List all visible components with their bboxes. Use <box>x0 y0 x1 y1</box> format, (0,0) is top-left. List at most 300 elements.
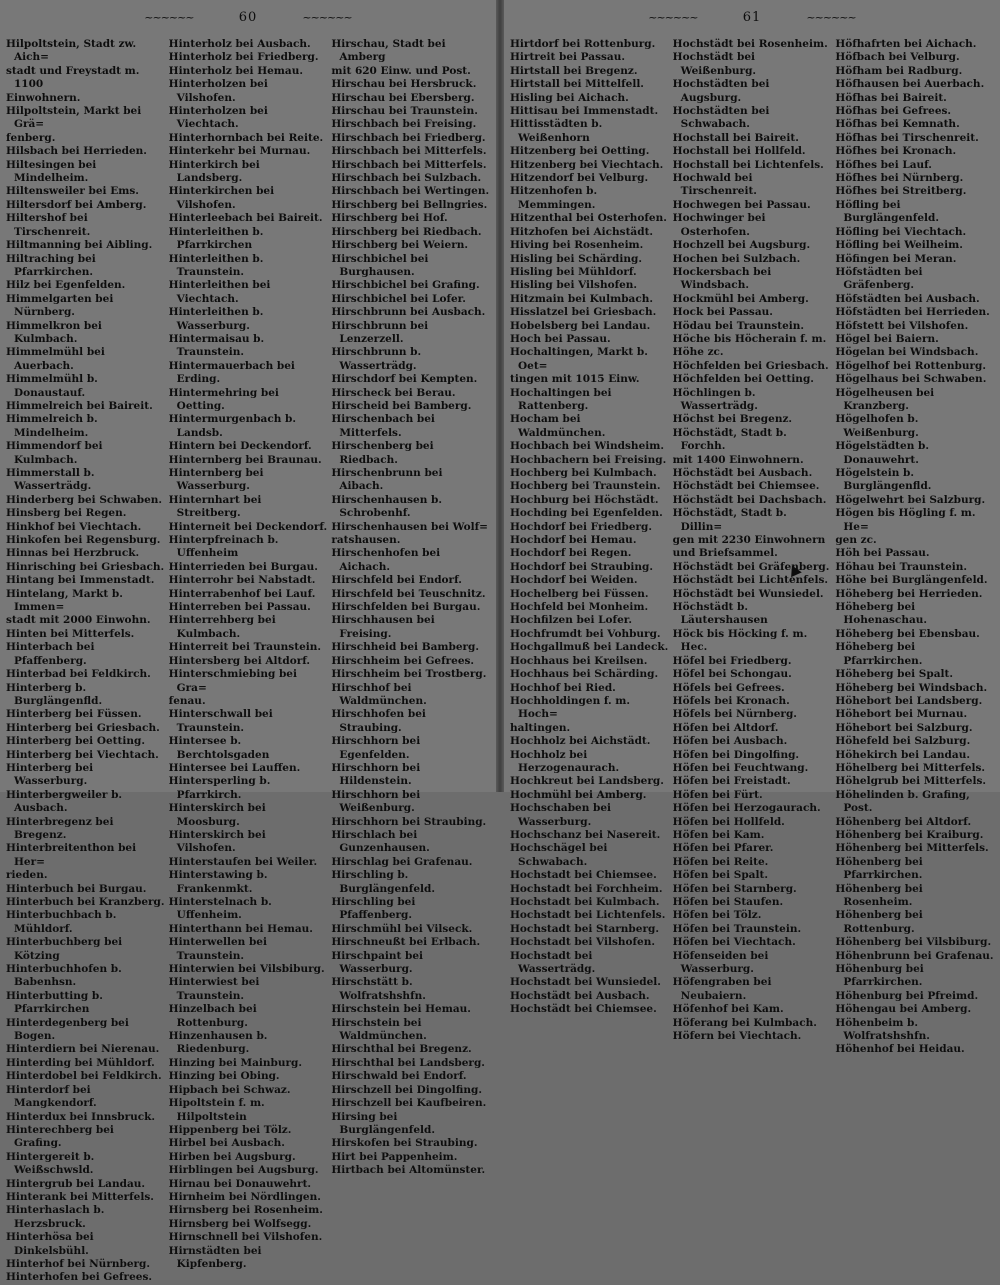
gazetteer-entry: Hinkhof bei Viechtach. <box>6 520 142 533</box>
gazetteer-entry: Hintersperling b. Pfarrkirch. <box>168 775 271 801</box>
gazetteer-entry: Höfen bei Herzogaurach. <box>672 802 821 815</box>
gazetteer-entry: Hirschenberg bei Riedbach. <box>331 440 434 466</box>
gazetteer-entry: Höfels bei Nürnberg. <box>672 708 797 721</box>
gazetteer-entry: Hinterank bei Mitterfels. <box>6 1190 154 1203</box>
gazetteer-entry: Hintang bei Immenstadt. <box>6 574 155 587</box>
gazetteer-entry: Hinterleebach bei Baireit. <box>168 212 323 225</box>
gazetteer-entry: Hinterhofen bei Gefrees. <box>6 1271 153 1284</box>
gazetteer-entry: Hirschenhausen b. Schrobenhf. <box>331 493 442 520</box>
gazetteer-entry: Höfen bei Pfarer. <box>672 842 774 855</box>
gazetteer-entry: Hilpoltstein, Markt bei Grä= <box>6 105 142 131</box>
gazetteer-entry: Höfhas bei Baireit. <box>835 91 947 104</box>
gazetteer-entry: Hirschbrunn b. Wasserträdg. <box>331 346 422 372</box>
gazetteer-entry: Hirschhorn bei Hildenstein. <box>331 761 421 788</box>
header-ornament-left: ~~~~~~ <box>648 11 698 24</box>
gazetteer-entry: Hintelang, Markt b. Immen= <box>6 587 123 614</box>
gazetteer-entry: Hirschheim bei Gefrees. <box>331 654 475 667</box>
header-ornament-left: ~~~~~~ <box>144 11 194 24</box>
gazetteer-entry: Hinterbuch bei Kranzberg. <box>6 896 165 908</box>
gazetteer-entry: Höfstädten bei Gräfenberg. <box>835 265 923 292</box>
gazetteer-entry: Hochaltingen bei Rattenberg. <box>510 386 612 412</box>
gazetteer-entry: Hinterschwall bei Traunstein. <box>168 708 273 734</box>
gazetteer-entry: Hinterkirchen bei Vilshofen. <box>168 185 275 211</box>
gazetteer-entry: Höfbach bei Velburg. <box>835 51 960 64</box>
gazetteer-entry: Hiving bei Rosenheim. <box>510 239 644 252</box>
gazetteer-entry: Hinterleithen b. Wasserburg. <box>168 306 264 332</box>
gazetteer-entry: Hirsing bei Burglängenfeld. <box>331 1110 435 1136</box>
gazetteer-entry: Hinterwiest bei Traunstein. <box>168 976 260 1002</box>
gazetteer-entry: Hochdorf bei Regen. <box>510 547 632 560</box>
gazetteer-entry: Högelhaus bei Schwaben. <box>835 373 987 386</box>
gazetteer-entry: Höheberg bei Hohenaschau. <box>835 601 928 627</box>
gazetteer-entry: Hinterhösa bei Dinkelsbühl. <box>6 1231 94 1257</box>
left-page <box>0 0 496 1284</box>
gazetteer-entry: Hochstädt bei Rosenheim. <box>672 38 828 50</box>
gazetteer-entry: Hochfeld bei Monheim. <box>510 601 649 614</box>
gazetteer-entry: Hinterstelnach b. Uffenheim. <box>168 896 272 922</box>
gazetteer-entry: Höfel bei Friedberg. <box>672 654 792 667</box>
gazetteer-entry: Hirschberg bei Bellngries. <box>331 198 488 211</box>
gazetteer-entry: Hinterpfreinach b. Uffenheim <box>168 534 279 560</box>
book-gutter <box>496 0 504 792</box>
gazetteer-entry: Höhenhof bei Heidau. <box>835 1043 965 1056</box>
gazetteer-entry: Hochfrumdt bei Vohburg. <box>510 627 661 640</box>
gazetteer-entry: Höhebort bei Murnau. <box>835 708 968 721</box>
gazetteer-entry: Hochhof bei Ried. <box>510 681 616 694</box>
gazetteer-entry: Hirschau bei Hersbruck. <box>331 78 477 91</box>
index-column <box>672 38 832 1043</box>
gazetteer-entry: Hirschstätt b. Wolfratshshfn. <box>331 976 426 1002</box>
gazetteer-entry: Hinternberg bei Braunau. <box>168 453 322 466</box>
gazetteer-entry: Högelhof bei Rottenburg. <box>835 359 987 372</box>
gazetteer-entry: Hirnsberg bei Rosenheim. <box>168 1204 323 1217</box>
gazetteer-entry: Hinterberg bei Oetting. <box>6 735 145 748</box>
gazetteer-entry: Hinnas bei Herzbruck. <box>6 547 140 560</box>
gazetteer-entry: Höfen bei Hollfeld. <box>672 815 785 828</box>
gazetteer-entry: Hinterberg bei Füssen. <box>6 708 142 721</box>
gazetteer-entry: Hirschdorf bei Kempten. <box>331 373 478 386</box>
gazetteer-entry: Hochdorf bei Hemau. <box>510 534 637 547</box>
gazetteer-entry: Hinterholz bei Hemau. <box>168 64 303 77</box>
gazetteer-entry: Hinterholzen bei Vilshofen. <box>168 78 268 104</box>
gazetteer-entry: Hirschbach bei Freising. <box>331 118 477 131</box>
gazetteer-entry: Hintermurgenbach b. Landsb. <box>168 413 297 439</box>
gazetteer-entry: Hochstall bei Hollfeld. <box>672 145 806 158</box>
gazetteer-entry: Hirschhof bei Waldmünchen. <box>331 681 427 707</box>
gazetteer-entry: Höfen bei Kam. <box>672 828 765 841</box>
gazetteer-entry: rieden. <box>6 869 48 882</box>
gazetteer-entry: Hochzell bei Augsburg. <box>672 239 811 252</box>
gazetteer-entry: Höhenburg bei Pfarrkirchen. <box>835 963 924 989</box>
gazetteer-entry: Höchlingen b. Wasserträdg. <box>672 386 758 412</box>
gazetteer-entry: Hirtstall bei Bregenz. <box>510 64 638 77</box>
gazetteer-entry: Hocham bei Waldmünchen. <box>510 413 606 439</box>
gazetteer-entry: Hochhaus bei Schärding. <box>510 668 659 681</box>
gazetteer-entry: Hinterreben bei Passau. <box>168 601 311 614</box>
gazetteer-entry: Hitzendorf bei Velburg. <box>510 172 649 185</box>
gazetteer-entry: Hirschhausen bei Freising. <box>331 614 435 640</box>
gazetteer-entry: Höfels bei Kronach. <box>672 694 790 707</box>
gazetteer-entry: Hiltensweiler bei Ems. <box>6 185 139 198</box>
gazetteer-entry: Hirschzell bei Dingolfing. <box>331 1083 482 1096</box>
gazetteer-entry: Höhenberg bei Kraiburg. <box>835 828 984 841</box>
gazetteer-entry: Höhenberg bei Rottenburg. <box>835 909 923 935</box>
gazetteer-entry: Hintern bei Deckendorf. <box>168 440 312 453</box>
gazetteer-entry: Hinterholzen bei Viechtach. <box>168 105 268 131</box>
gazetteer-entry: Höfern bei Viechtach. <box>672 1030 802 1043</box>
gazetteer-entry: Hochstädten bei Schwabach. <box>672 105 770 131</box>
gazetteer-entry: und Briefsammel. <box>672 547 778 560</box>
gazetteer-entry: Högelstein b. Burglängenfld. <box>835 467 932 493</box>
index-column <box>835 38 994 1056</box>
gazetteer-entry: Hinterbregenz bei Bregenz. <box>6 815 114 841</box>
gazetteer-entry: Höh bei Passau. <box>835 547 930 560</box>
gazetteer-entry: Hirt bei Pappenheim. <box>331 1150 458 1163</box>
gazetteer-entry: Hirschhofen bei Straubing. <box>331 708 426 734</box>
gazetteer-entry: Hinzing bei Obing. <box>168 1070 280 1083</box>
gazetteer-entry: Höhe bei Burglängenfeld. <box>835 574 988 587</box>
gazetteer-entry: Högelhofen b. Weißenburg. <box>835 413 919 439</box>
gazetteer-entry: Hinterbuchbach b. Mühldorf. <box>6 909 117 935</box>
gazetteer-entry: Hinterhaslach b. Herzsbruck. <box>6 1204 105 1230</box>
gazetteer-entry: Hisling bei Vilshofen. <box>510 279 638 292</box>
gazetteer-entry: Höchstädt bei Gräfenberg. <box>672 560 830 573</box>
gazetteer-entry: Hirschheim bei Trostberg. <box>331 668 487 681</box>
gazetteer-entry: Höck bis Höcking f. m. Hec. <box>672 627 808 654</box>
gazetteer-entry: Hochberg bei Traunstein. <box>510 480 661 493</box>
gazetteer-entry: Hinterbach bei Pfaffenberg. <box>6 641 95 667</box>
gazetteer-entry: Hilsbach bei Herrieden. <box>6 145 147 158</box>
gazetteer-entry: Hirblingen bei Augsburg. <box>168 1164 319 1177</box>
gazetteer-entry: Höhebort bei Salzburg. <box>835 721 973 734</box>
gazetteer-entry: Höchstädt bei Lichtenfels. <box>672 574 829 587</box>
gazetteer-entry: Hilz bei Egenfelden. <box>6 279 126 292</box>
gazetteer-entry: Hinterleithen b. Pfarrkirchen <box>168 225 264 252</box>
gazetteer-entry: Hintersee bei Lauffen. <box>168 761 301 774</box>
gazetteer-entry: Hirschau bei Traunstein. <box>331 105 478 118</box>
gazetteer-entry: Hirschau, Stadt bei Amberg <box>331 38 446 64</box>
gazetteer-entry: Hippenberg bei Tölz. <box>168 1123 292 1136</box>
gazetteer-entry: Hirschbach bei Mitterfels. <box>331 158 487 171</box>
gazetteer-entry: Höhenberg bei Vilsbiburg. <box>835 936 992 949</box>
gazetteer-entry: Hirschenbrunn bei Aibach. <box>331 467 443 493</box>
gazetteer-entry: Hirtbach bei Altomünster. <box>331 1164 486 1177</box>
gazetteer-entry: Hinterschmiebing bei Gra= <box>168 668 297 694</box>
gazetteer-entry: Hinterthann bei Hemau. <box>168 922 313 935</box>
gazetteer-entry: Hinterdux bei Innsbruck. <box>6 1110 156 1123</box>
gazetteer-entry: Hirscheid bei Bamberg. <box>331 399 472 412</box>
gazetteer-entry: Hochberg bei Kulmbach. <box>510 467 657 479</box>
gazetteer-entry: Hirschau bei Ebersberg. <box>331 91 475 104</box>
gazetteer-entry: Höfstett bei Vilshofen. <box>835 319 969 332</box>
gazetteer-entry: Höchstädt bei Ausbach. <box>672 467 813 479</box>
gazetteer-entry: Höfhes bei Lauf. <box>835 158 932 171</box>
index-column <box>6 38 165 1284</box>
gazetteer-entry: Hochfilzen bei Lofer. <box>510 614 632 627</box>
gazetteer-entry: Högelwehrt bei Salzburg. <box>835 493 986 506</box>
gazetteer-entry: Höfen bei Spalt. <box>672 869 768 882</box>
gazetteer-entry: Hinterhornbach bei Reite. <box>168 131 324 144</box>
gazetteer-entry: Hintermaisau b. Traunstein. <box>168 332 265 359</box>
right-page <box>504 0 1000 1056</box>
gazetteer-entry: Hinterkehr bei Murnau. <box>168 145 311 158</box>
gazetteer-entry: Höfingen bei Meran. <box>835 252 957 265</box>
gazetteer-entry: Höhefeld bei Salzburg. <box>835 735 971 748</box>
gazetteer-entry: Hochwinger bei Osterhofen. <box>672 212 766 238</box>
gazetteer-entry: mit 1400 Einwohnern. <box>672 453 804 466</box>
gazetteer-entry: Hinterbuch bei Burgau. <box>6 882 147 895</box>
gazetteer-entry: Hinterberg bei Griesbach. <box>6 721 160 734</box>
gazetteer-entry: fenau. <box>168 694 206 707</box>
gazetteer-entry: Hipoltstein f. m. Hilpoltstein <box>168 1097 265 1123</box>
gazetteer-entry: Hintersberg bei Altdorf. <box>168 654 311 667</box>
left-page-header <box>0 10 496 30</box>
gazetteer-entry: Hinterholz bei Ausbach. <box>168 38 311 50</box>
gazetteer-entry: Hirscheck bei Berau. <box>331 386 456 399</box>
gazetteer-entry: Hinterneit bei Deckendorf. <box>168 520 328 533</box>
right-page-columns <box>510 38 994 1056</box>
gazetteer-entry: Hinterrabenhof bei Lauf. <box>168 587 316 600</box>
gazetteer-entry: Hirnau bei Donauwehrt. <box>168 1177 312 1190</box>
gazetteer-entry: Hitzhofen bei Aichstädt. <box>510 225 654 238</box>
gazetteer-entry: Hitzenhofen b. Memmingen. <box>510 185 598 211</box>
gazetteer-entry: haltingen. <box>510 721 571 734</box>
gazetteer-entry: Himmerstall b. Wasserträdg. <box>6 467 95 493</box>
gazetteer-entry: Höhenberg bei Altdorf. <box>835 815 972 828</box>
gazetteer-entry: Höfen bei Altdorf. <box>672 721 779 734</box>
gazetteer-entry: Hinterding bei Mühldorf. <box>6 1056 155 1069</box>
gazetteer-entry: Hochstädten bei Augsburg. <box>672 78 770 104</box>
gazetteer-entry: Himmelreich b. Mindelheim. <box>6 413 98 439</box>
gazetteer-entry: Höfhes bei Kronach. <box>835 145 957 158</box>
gazetteer-entry: mit 620 Einw. und Post. <box>331 64 471 77</box>
gazetteer-entry: Hirschmühl bei Vilseck. <box>331 922 473 935</box>
gazetteer-entry: Höfstädten bei Ausbach. <box>835 292 980 305</box>
gazetteer-entry: Hinterdorf bei Mangkendorf. <box>6 1083 97 1110</box>
gazetteer-entry: Höchstädt bei Dachsbach. <box>672 493 827 506</box>
gazetteer-entry: Hitzenberg bei Oetting. <box>510 145 650 158</box>
gazetteer-entry: Hochburg bei Höchstädt. <box>510 493 659 506</box>
gazetteer-entry: Hirschbach bei Mitterfels. <box>331 145 487 158</box>
index-column <box>510 38 669 1016</box>
gazetteer-entry: Hirschfeld bei Endorf. <box>331 574 462 587</box>
gazetteer-entry: Einwohnern. <box>6 91 81 104</box>
gazetteer-entry: Höhenbrunn bei Grafenau. <box>835 949 994 962</box>
gazetteer-entry: Hinternberg bei Wasserburg. <box>168 467 264 493</box>
gazetteer-entry: Hinterstawing b. Frankenmkt. <box>168 869 268 895</box>
gazetteer-entry: Hirskofen bei Straubing. <box>331 1137 478 1150</box>
gazetteer-entry: Hochwald bei Tirschenreit. <box>672 172 757 198</box>
gazetteer-entry: Hirschberg bei Hof. <box>331 212 448 225</box>
gazetteer-entry: Hintermauerbach bei Erding. <box>168 359 295 386</box>
gazetteer-entry: Hochschanz bei Nasereit. <box>510 828 661 841</box>
gazetteer-entry: Hirschbach bei Sulzbach. <box>331 172 482 185</box>
gazetteer-entry: Hirschfeld bei Teuschnitz. <box>331 587 486 600</box>
gazetteer-entry: Hipbach bei Schwaz. <box>168 1083 291 1096</box>
gazetteer-entry: Höchstädt, Stadt b. Dillin= <box>672 507 787 533</box>
gazetteer-entry: Hiltersdorf bei Amberg. <box>6 198 147 211</box>
gazetteer-entry: Hochdorf bei Weiden. <box>510 574 638 587</box>
gazetteer-entry: Höferang bei Kulmbach. <box>672 1016 817 1029</box>
gazetteer-entry: Höfhas bei Tirschenreit. <box>835 131 979 144</box>
gazetteer-entry: Hochelberg bei Füssen. <box>510 587 649 600</box>
gazetteer-entry: Hinterbuchberg bei Kötzing <box>6 936 123 962</box>
header-ornament-right: ~~~~~~ <box>806 11 856 24</box>
gazetteer-entry: Hochstadt bei Forchheim. <box>510 882 663 895</box>
gazetteer-entry: Höfen bei Staufen. <box>672 896 784 908</box>
gazetteer-entry: Hitzenthal bei Osterhofen. <box>510 212 667 225</box>
gazetteer-entry: Hisling bei Aichach. <box>510 91 629 104</box>
gazetteer-entry: Hirschfelden bei Burgau. <box>331 601 481 614</box>
gazetteer-entry: Hirschhorn bei Straubing. <box>331 815 487 828</box>
gazetteer-entry: Höfen bei Freistadt. <box>672 775 791 788</box>
gazetteer-entry: Hirtdorf bei Rottenburg. <box>510 38 656 50</box>
gazetteer-entry: Hock bei Passau. <box>672 306 773 319</box>
gazetteer-entry: Hinterkirch bei Landsberg. <box>168 158 260 185</box>
gazetteer-entry: Hintergrub bei Landau. <box>6 1177 146 1190</box>
gazetteer-entry: Hiltesingen bei Mindelheim. <box>6 158 97 185</box>
gazetteer-entry: Höheberg bei Pfarrkirchen. <box>835 641 923 667</box>
gazetteer-entry: Hinterskirch bei Moosburg. <box>168 802 266 828</box>
left-page-columns <box>6 38 490 1284</box>
gazetteer-entry: Hoch bei Passau. <box>510 332 611 345</box>
gazetteer-entry: Hirschhorn bei Weißenburg. <box>331 788 421 815</box>
gazetteer-entry: Höfling bei Burglängenfeld. <box>835 198 939 225</box>
gazetteer-entry: Hittisau bei Immenstadt. <box>510 105 659 118</box>
gazetteer-entry: Hinterleithen b. Traunstein. <box>168 252 264 278</box>
gazetteer-entry: Hirtstall bei Mittelfell. <box>510 78 644 91</box>
gazetteer-entry: Hochstadt bei Wasserträdg. <box>510 949 596 976</box>
gazetteer-entry: Hirschstein bei Hemau. <box>331 1003 471 1016</box>
gazetteer-entry: Hinkofen bei Regensburg. <box>6 534 161 547</box>
gazetteer-entry: Höfenhof bei Kam. <box>672 1003 784 1016</box>
gazetteer-entry: Hiltraching bei Pfarrkirchen. <box>6 252 96 278</box>
gazetteer-entry: Himmelreich bei Baireit. <box>6 399 153 412</box>
gazetteer-entry: Hilpoltstein, Stadt zw. Aich= <box>6 38 137 64</box>
gazetteer-entry: Höfhafrten bei Aichach. <box>835 38 977 50</box>
gazetteer-entry: Hochholdingen f. m. Hoch= <box>510 694 631 721</box>
gazetteer-entry: Hirschbach bei Wertingen. <box>331 185 490 198</box>
gazetteer-entry: Höchstädt bei Wunsiedel. <box>672 587 824 600</box>
gazetteer-entry: Hinterbuchhofen b. Babenhsn. <box>6 963 122 989</box>
gazetteer-entry: Höhengau bei Amberg. <box>835 1003 972 1016</box>
gazetteer-entry: stadt mit 2000 Einwohn. <box>6 614 151 627</box>
gazetteer-entry: Höfen bei Tölz. <box>672 909 762 922</box>
gazetteer-entry: Hochding bei Egenfelden. <box>510 507 663 520</box>
gazetteer-entry: Hirschneußt bei Erlbach. <box>331 936 481 949</box>
gazetteer-entry: Hiltershof bei Tirschenreit. <box>6 212 91 238</box>
gazetteer-entry: Hochstall bei Baireit. <box>672 131 799 144</box>
gazetteer-entry: Höfen bei Viechtach. <box>672 936 796 949</box>
gazetteer-entry: Höfel bei Schongau. <box>672 668 792 681</box>
gazetteer-entry: Hintersee b. Berchtolsgaden <box>168 735 270 761</box>
gazetteer-entry: Hochaltingen, Markt b. Oet= <box>510 346 648 372</box>
gazetteer-entry: Höfels bei Gefrees. <box>672 681 785 694</box>
gazetteer-entry: Hinternhart bei Streitberg. <box>168 493 262 520</box>
gazetteer-entry: Hinzelbach bei Rottenburg. <box>168 1003 257 1029</box>
right-page-header <box>504 10 1000 30</box>
gazetteer-entry: Höhelgrub bei Mitterfels. <box>835 775 987 788</box>
gazetteer-entry: Hinterstaufen bei Weiler. <box>168 855 318 868</box>
gazetteer-entry: Höfengraben bei Neubaiern. <box>672 976 772 1002</box>
gazetteer-entry: ratshausen. <box>331 534 401 547</box>
gazetteer-entry: gen mit 2230 Einwohnern <box>672 534 826 547</box>
gazetteer-entry: Hirtreit bei Passau. <box>510 51 625 64</box>
gazetteer-entry: Hochstadt bei Kulmbach. <box>510 896 660 908</box>
gazetteer-entry: Hinterrohr bei Nabstadt. <box>168 574 316 587</box>
gazetteer-entry: Högelheusen bei Kranzberg. <box>835 386 935 412</box>
gazetteer-entry: Hinterrehberg bei Kulmbach. <box>168 614 276 640</box>
gazetteer-entry: Hinterwellen bei Traunstein. <box>168 936 267 962</box>
gazetteer-entry: Högelstädten b. Donauwehrt. <box>835 440 930 466</box>
gazetteer-entry: Hisling bei Mühldorf. <box>510 265 637 278</box>
gazetteer-entry: Hirnheim bei Nördlingen. <box>168 1190 321 1203</box>
gazetteer-entry: Högelan bei Windsbach. <box>835 346 979 359</box>
gazetteer-entry: Höfham bei Radburg. <box>835 64 963 77</box>
gazetteer-entry: Hochstadt bei Lichtenfels. <box>510 909 666 922</box>
gazetteer-entry: Hinterhof bei Nürnberg. <box>6 1257 151 1270</box>
gazetteer-entry: Höfen bei Fürt. <box>672 788 763 801</box>
gazetteer-entry: Höchstädt, Stadt b. Forchh. <box>672 426 787 453</box>
gazetteer-entry: Höchst bei Bregenz. <box>672 413 793 426</box>
gazetteer-entry: Höfhes bei Streitberg. <box>835 185 967 198</box>
gazetteer-entry: fenberg. <box>6 131 56 144</box>
gazetteer-entry: Hinterbreitenthon bei Her= <box>6 842 137 868</box>
gazetteer-entry: Hinrisching bei Griesbach. <box>6 560 165 573</box>
gazetteer-entry: Höfen bei Starnberg. <box>672 882 797 895</box>
gazetteer-entry: Hochkreut bei Landsberg. <box>510 775 664 788</box>
gazetteer-entry: Hirschenhausen bei Wolf= <box>331 520 488 533</box>
gazetteer-entry: Hisling bei Schärding. <box>510 252 643 265</box>
gazetteer-entry: Hirschheid bei Bamberg. <box>331 641 480 654</box>
index-column <box>331 38 490 1177</box>
gazetteer-entry: Höchstädt bei Chiemsee. <box>672 480 820 493</box>
gazetteer-entry: Hinterreit bei Traunstein. <box>168 641 322 654</box>
gazetteer-entry: Hiltmanning bei Aibling. <box>6 239 153 252</box>
gazetteer-entry: Hirnsberg bei Wolfsegg. <box>168 1217 312 1230</box>
gazetteer-entry: Höfenseiden bei Wasserburg. <box>672 949 769 976</box>
gazetteer-entry: Hochstadt bei Starnberg. <box>510 922 659 935</box>
gazetteer-entry: Hirbel bei Ausbach. <box>168 1137 285 1150</box>
gazetteer-entry: Hochwegen bei Passau. <box>672 198 811 211</box>
gazetteer-entry: Hirschwald bei Endorf. <box>331 1070 467 1083</box>
gazetteer-entry: Höfstädten bei Herrieden. <box>835 306 990 319</box>
gazetteer-entry: Hochmühl bei Amberg. <box>510 788 647 801</box>
gazetteer-entry: Hochholz bei Herzogenaurach. <box>510 748 620 774</box>
gazetteer-entry: Hochschägel bei Schwabach. <box>510 842 608 868</box>
gazetteer-entry: Himmelgarten bei Nürnberg. <box>6 292 114 319</box>
gazetteer-entry: Hochstadt bei Vilshofen. <box>510 936 656 949</box>
gazetteer-entry: Himmelmühl b. Donaustauf. <box>6 373 98 399</box>
gazetteer-entry: Hochdorf bei Straubing. <box>510 560 654 573</box>
gazetteer-entry: Hinterechberg bei Grafing. <box>6 1123 114 1150</box>
gazetteer-entry: Höhebort bei Landsberg. <box>835 694 983 707</box>
gazetteer-entry: Hochholz bei Aichstädt. <box>510 735 651 748</box>
gazetteer-entry: Höhelinden b. Grafing, Post. <box>835 788 970 815</box>
gazetteer-entry: Hirschbrunn bei Lenzerzell. <box>331 319 429 345</box>
gazetteer-entry: Höfen bei Ausbach. <box>672 735 788 748</box>
gazetteer-entry: Höfling bei Weilheim. <box>835 239 963 252</box>
gazetteer-entry: Höfen bei Feuchtwang. <box>672 761 809 774</box>
gazetteer-entry: Höhenberg bei Rosenheim. <box>835 882 923 908</box>
gazetteer-entry: Högen bis Högling f. m. He= <box>835 507 976 533</box>
gazetteer-entry: Hirschhorn bei Egenfelden. <box>331 735 421 761</box>
page-number: 61 <box>742 10 762 25</box>
gazetteer-entry: Hochdorf bei Friedberg. <box>510 520 653 533</box>
gazetteer-entry: Hochstädt bei Ausbach. <box>510 989 650 1002</box>
gazetteer-entry: Hockersbach bei Windsbach. <box>672 265 772 292</box>
gazetteer-entry: Höhe zc. <box>672 346 724 359</box>
